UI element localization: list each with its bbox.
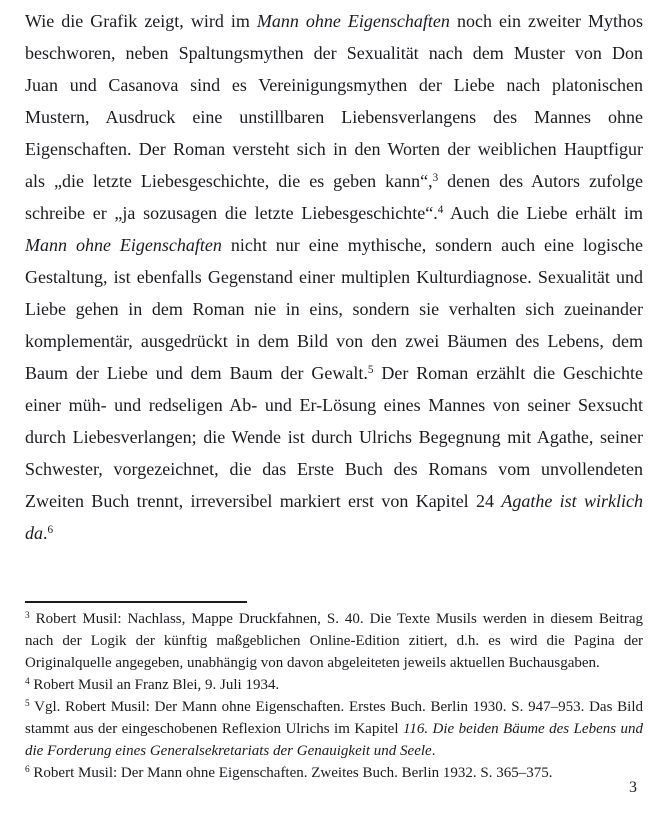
footnote-6 bbox=[25, 762, 643, 784]
italic-text-run: 116. Die beiden Bäume des Lebens und die Forderung eines Generalsekretariats der Genauigkeit und Seele bbox=[25, 721, 644, 759]
footnote-marker: 4 bbox=[25, 676, 30, 687]
footnote-marker: 6 bbox=[25, 764, 30, 775]
footnote-marker: 5 bbox=[367, 363, 374, 376]
italic-text-run: Mann ohne Eigenschaften bbox=[256, 11, 450, 31]
text-run: nicht nur eine mythische, sondern auch eine logische Gestaltung, ist ebenfalls Gegenstand einer multiplen Kulturdiagnose. Sexualität und Liebe gehen in dem Roman nie in eins, sondern sie verhalten sich zueinander komplementär, ausgedrückt in dem Bild von den zwei Bäumen des Lebens, dem Baum der Liebe und dem Baum der Gewalt. bbox=[25, 235, 643, 383]
footnote-marker: 5 bbox=[25, 698, 30, 709]
page-number: 3 bbox=[629, 779, 637, 796]
text-run: Wie die Grafik zeigt, wird im bbox=[25, 11, 257, 31]
footnote-marker: 3 bbox=[25, 610, 30, 621]
footnote-5 bbox=[25, 696, 643, 762]
text-run: Auch die Liebe erhält im bbox=[443, 203, 643, 223]
text-run: Robert Musil: Der Mann ohne Eigenschaften. Zweites Buch. Berlin 1932. S. 365–375. bbox=[29, 765, 553, 781]
text-run: . bbox=[431, 743, 436, 759]
text-run: Robert Musil: Nachlass, Mappe Druckfahnen, S. 40. Die Texte Musils werden in diesem Beitrag nach der Logik der künftig maßgeblichen Online-Edition zitiert, d.h. es wird die Pagina der Originalquelle angegeben, unabhängig von davon abgeleiteten jeweils aktuellen Buchausgaben. bbox=[25, 611, 643, 671]
italic-text-run: Agathe ist wirklich da bbox=[25, 491, 644, 543]
footnote-separator-rule bbox=[25, 601, 247, 603]
footnote-section bbox=[25, 601, 643, 784]
text-run: Robert Musil an Franz Blei, 9. Juli 1934. bbox=[29, 677, 280, 693]
footnote-4 bbox=[25, 674, 643, 696]
footnote-3 bbox=[25, 608, 643, 674]
footnote-marker: 6 bbox=[47, 523, 54, 536]
body-paragraph bbox=[25, 5, 643, 549]
footnote-marker: 4 bbox=[437, 203, 444, 216]
footnote-marker: 3 bbox=[432, 171, 439, 184]
text-run: denen des Autors zufolge schreibe er „ja sozusagen die letzte Liebesgeschichte“. bbox=[25, 171, 643, 223]
text-run: Der Roman erzählt die Geschichte einer müh- und redseligen Ab- und Er-Lösung eines Mannes von seiner Sexsucht durch Liebesverlangen; die Wende ist durch Ulrichs Begegnung mit Agathe, seiner Schwester, vorgezeichnet, die das Erste Buch des Romans vom unvollendeten Zweiten Buch trennt, irreversibel markiert erst von Kapitel 24 bbox=[25, 363, 643, 511]
text-run: . bbox=[43, 523, 48, 543]
italic-text-run: Mann ohne Eigenschaften bbox=[25, 235, 222, 255]
text-run: noch ein zweiter Mythos beschworen, neben Spaltungsmythen der Sexualität nach dem Muster von Don Juan und Casanova sind es Vereinigungsmythen der Liebe nach platonischen Mustern, Ausdruck eine unstillbaren Liebensverlangens des Mannes ohne Eigenschaften. Der Roman versteht sich in den Worten der weiblichen Hauptfigur als „die letzte Liebesgeschichte, die es geben kann“, bbox=[25, 11, 643, 191]
text-run: Vgl. Robert Musil: Der Mann ohne Eigenschaften. Erstes Buch. Berlin 1930. S. 947–953. Das Bild stammt aus der eingeschobenen Reflexion Ulrichs im Kapitel bbox=[25, 699, 643, 737]
